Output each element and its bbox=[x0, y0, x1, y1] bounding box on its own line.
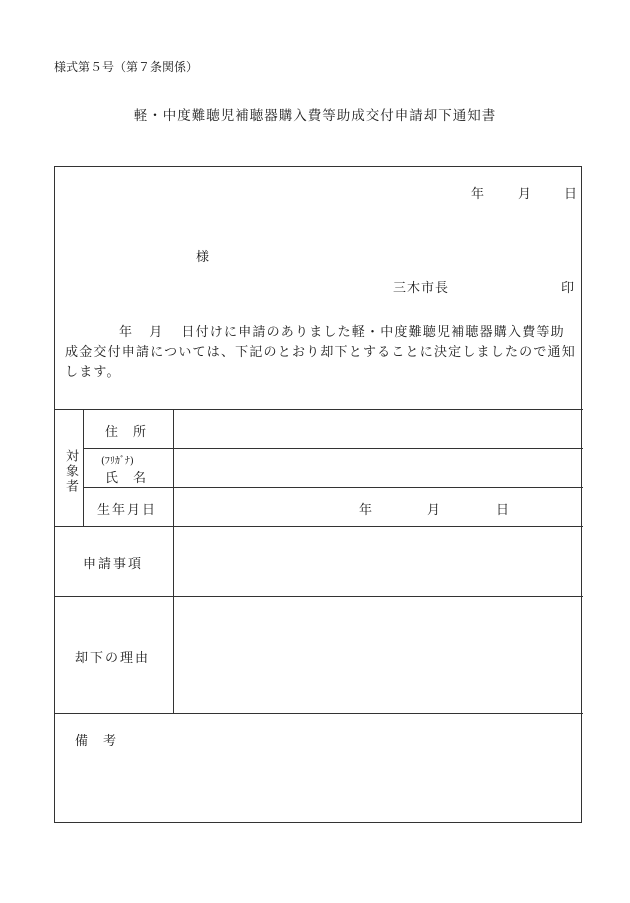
vline-labels bbox=[173, 409, 174, 713]
divider-name bbox=[83, 487, 583, 488]
body-text: 日付けに申請のありました軽・中度難聴児補聴器購入費等助成金交付申請については、下記のとおり却下とすることに決定しましたので通知します。 bbox=[65, 325, 576, 380]
remarks-label: 備 考 bbox=[75, 734, 118, 749]
seal-mark: 印 bbox=[561, 281, 575, 296]
addressee-suffix: 様 bbox=[196, 250, 210, 265]
address-label: 住 所 bbox=[105, 425, 148, 440]
rejection-reason-label: 却下の理由 bbox=[75, 651, 151, 666]
form-box bbox=[54, 166, 582, 823]
dob-month-label: 月 bbox=[427, 503, 441, 518]
date-month-label: 月 bbox=[518, 187, 532, 202]
notice-body bbox=[65, 323, 577, 383]
divider-dob bbox=[55, 526, 583, 527]
target-person-label: 対象者 bbox=[63, 449, 78, 494]
dob-label: 生年月日 bbox=[97, 503, 158, 518]
divider-matter bbox=[55, 596, 583, 597]
dob-year-label: 年 bbox=[359, 503, 373, 518]
body-year-label: 年 bbox=[119, 325, 134, 340]
issuer-name: 三木市長 bbox=[393, 281, 450, 296]
divider-address bbox=[83, 448, 583, 449]
document-title: 軽・中度難聴児補聴器購入費等助成交付申請却下通知書 bbox=[133, 108, 497, 124]
date-day-label: 日 bbox=[564, 187, 578, 202]
vline-group bbox=[83, 409, 84, 526]
dob-day-label: 日 bbox=[496, 503, 510, 518]
application-matter-label: 申請事項 bbox=[83, 557, 144, 572]
furigana-label: (ﾌﾘｶﾞﾅ) bbox=[101, 456, 134, 467]
name-label: 氏 名 bbox=[105, 471, 148, 486]
form-reference: 様式第５号（第７条関係） bbox=[54, 60, 199, 74]
divider-reason bbox=[55, 713, 583, 714]
body-month-label: 月 bbox=[149, 325, 164, 340]
date-year-label: 年 bbox=[471, 187, 485, 202]
divider-top bbox=[55, 409, 583, 410]
